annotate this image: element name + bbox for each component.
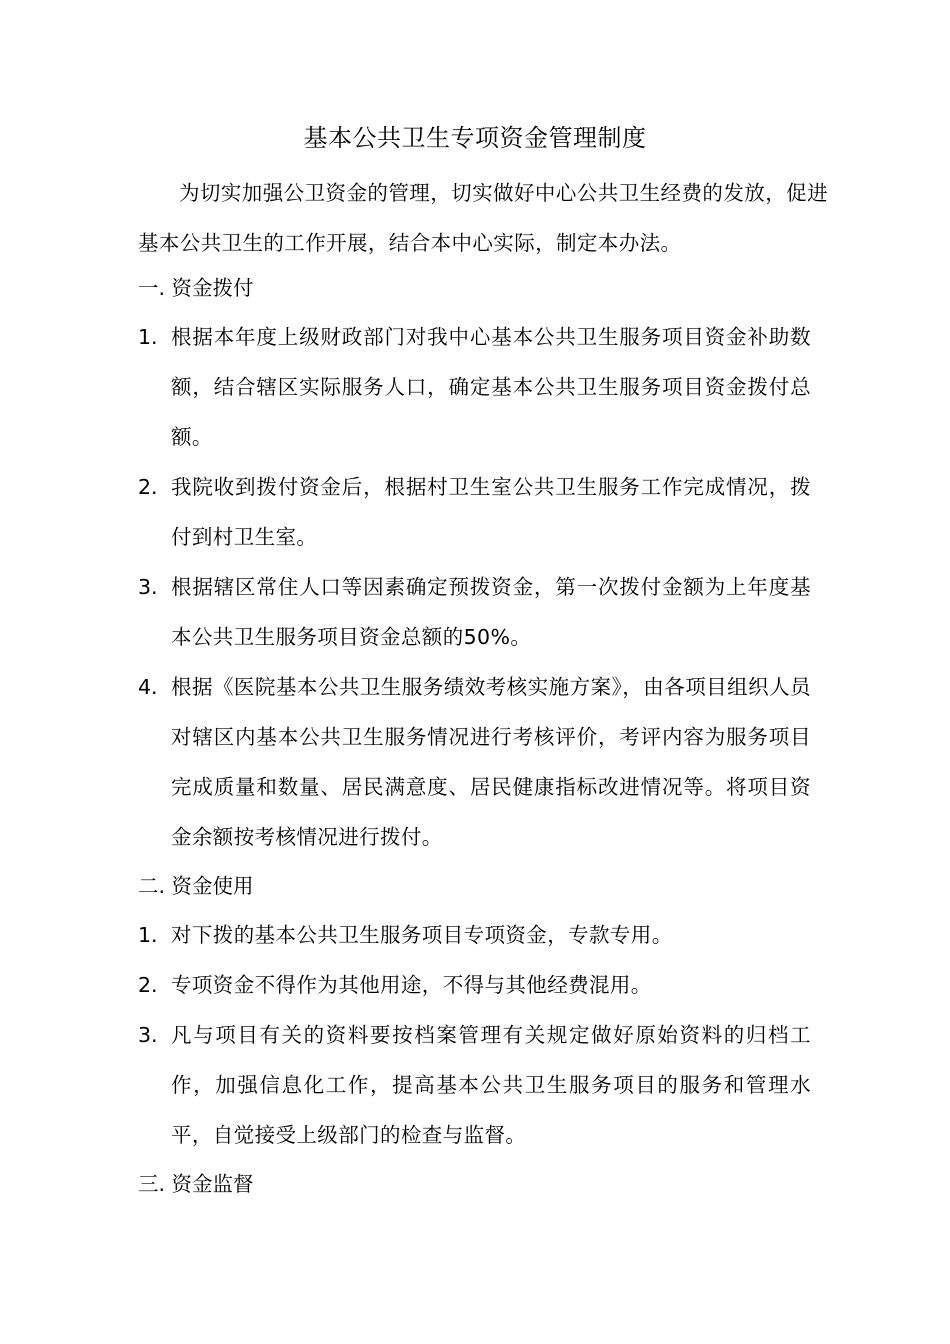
list-item-text: 根据《医院基本公共卫生服务绩效考核实施方案》，由各项目组织人员对辖区内基本公共卫生服务情况进行考核评价，考评内容为服务项目完成质量和数量、居民满意度、居民健康指标改进情况等。将项目资金余额按考核情况进行拨付。 (171, 675, 811, 849)
list-item-number: 4. (138, 675, 158, 699)
list-item-number: 2. (138, 475, 158, 499)
list-item-number: 3. (138, 1023, 158, 1047)
list-item-text: 我院收到拨付资金后，根据村卫生室公共卫生服务工作完成情况，拨付到村卫生室。 (171, 475, 811, 549)
list-item-number: 1. (138, 325, 158, 349)
list-item-text: 对下拨的基本公共卫生服务项目专项资金，专款专用。 (171, 923, 673, 947)
list-item-text: 专项资金不得作为其他用途，不得与其他经费混用。 (171, 973, 652, 997)
section-heading-funding-allocation: 一. 资金拨付 (138, 276, 254, 300)
list-item-text: 根据本年度上级财政部门对我中心基本公共卫生服务项目资金补助数额，结合辖区实际服务人口，确定基本公共卫生服务项目资金拨付总额。 (171, 325, 811, 449)
intro-paragraph: 为切实加强公卫资金的管理，切实做好中心公共卫生经费的发放，促进基本公共卫生的工作开展，结合本中心实际，制定本办法。 (138, 181, 828, 255)
list-item-text: 凡与项目有关的资料要按档案管理有关规定做好原始资料的归档工作，加强信息化工作，提高基本公共卫生服务项目的服务和管理水平，自觉接受上级部门的检查与监督。 (171, 1023, 811, 1147)
list-item (138, 462, 828, 562)
list-item-number: 2. (138, 973, 158, 997)
section-heading-funding-supervision: 三. 资金监督 (138, 1172, 254, 1196)
list-item (138, 312, 828, 462)
list-item (138, 1010, 828, 1160)
list-item (138, 662, 828, 862)
document-title: 基本公共卫生专项资金管理制度 (303, 124, 647, 152)
list-item (138, 562, 828, 662)
list-item-number: 1. (138, 923, 158, 947)
list-item-number: 3. (138, 575, 158, 599)
section-heading-funding-usage: 二. 资金使用 (138, 874, 254, 898)
list-item (138, 960, 828, 1010)
list-item (138, 910, 828, 960)
list-item-text: 根据辖区常住人口等因素确定预拨资金，第一次拨付金额为上年度基本公共卫生服务项目资金总额的50%。 (171, 575, 811, 649)
